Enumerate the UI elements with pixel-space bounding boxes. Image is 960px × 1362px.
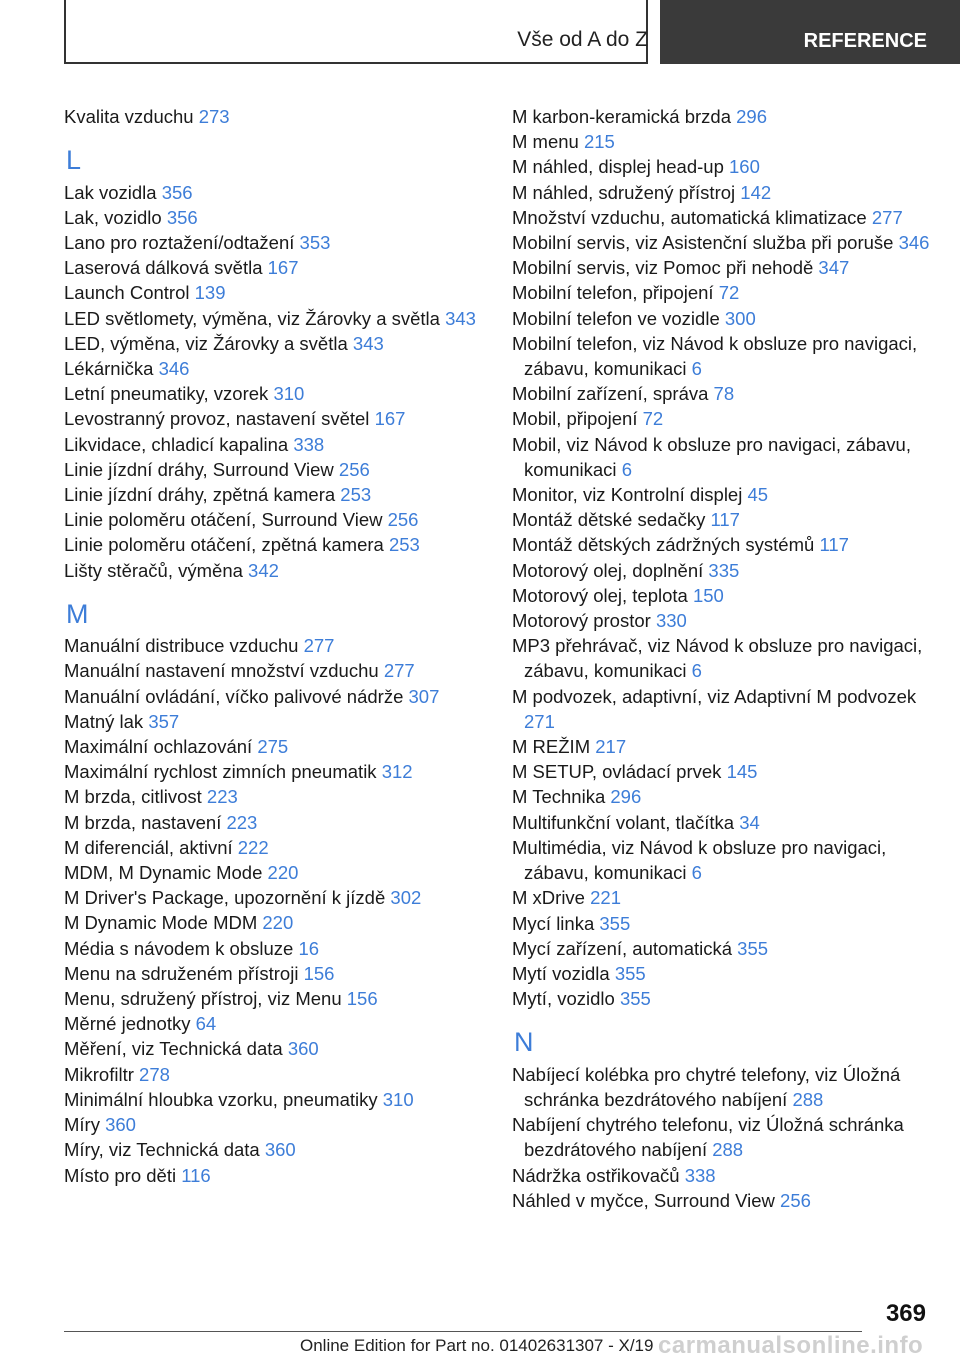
index-letter-heading: N [514,1027,534,1058]
index-entry [512,1112,932,1162]
page-link[interactable]: 360 [287,1038,319,1060]
index-entry [512,734,932,759]
index-entry [512,180,932,205]
page-link[interactable]: 278 [139,1063,170,1085]
index-entry-text: Míry, viz Technická data [64,1139,260,1161]
page-link[interactable]: 223 [226,811,258,833]
index-entry [64,734,484,759]
page-link[interactable]: 353 [299,232,331,253]
page-link[interactable]: 253 [388,534,420,556]
index-entry-text: M SETUP, ovládací prvek [512,761,722,783]
index-entry [512,936,932,961]
index-entry-text: Manuální ovládání, víčko palivové nádrže [64,685,404,707]
page-link[interactable]: 156 [303,962,335,984]
index-entry [512,810,932,835]
page-link[interactable]: 116 [181,1164,211,1186]
page-link[interactable]: 335 [708,559,740,581]
index-entry [64,835,484,860]
index-column-left [64,104,484,1188]
index-entry [512,280,932,305]
index-entry-text: Manuální nastavení množství vzduchu [64,660,379,682]
index-entry-text: Nádržka ostřikovačů [512,1164,680,1186]
index-entry [64,885,484,910]
page-link[interactable]: 288 [712,1139,744,1161]
index-entry-text: Linie poloměru otáčení, zpětná kamera [64,534,384,556]
page-link[interactable]: 117 [710,509,740,531]
page-link[interactable]: 288 [792,1088,824,1110]
index-entry [512,532,932,557]
index-entry [512,331,932,381]
index-entry-text: Mobil, připojení [512,408,638,430]
page-link[interactable]: 6 [691,862,702,884]
index-entry [64,936,484,961]
index-entry [512,633,932,683]
index-entry-text: Lišty stěračů, výměna [64,559,243,581]
page-link[interactable]: 338 [293,433,325,455]
index-entry-text: Náhled v myčce, Surround View [512,1189,775,1211]
index-entry [512,104,932,129]
index-entry-text: M xDrive [512,887,585,909]
page-link[interactable]: 355 [619,988,651,1010]
index-entry-text: M brzda, nastavení [64,811,222,833]
index-entry [512,381,932,406]
page-link[interactable]: 150 [692,584,724,606]
index-entry [64,457,484,482]
index-entry-text: Multifunkční volant, tlačítka [512,811,735,833]
index-entry-text: Mobilní zařízení, správa [512,383,709,405]
index-entry-text: M Dynamic Mode MDM [64,912,258,934]
index-entry-text: Motorový olej, teplota [512,584,688,606]
index-entry-text: Lak, vozidlo [64,206,162,228]
page-link[interactable]: 45 [747,484,769,506]
page-link[interactable]: 6 [621,458,632,480]
index-letter-heading: M [66,598,89,629]
index-entry-text: Místo pro děti [64,1164,177,1186]
index-entry-text: Letní pneumatiky, vzorek [64,383,269,405]
index-entry-text: MDM, M Dynamic Mode [64,862,263,884]
page-link[interactable]: 167 [267,257,299,279]
index-entry [64,507,484,532]
index-entry [512,1062,932,1112]
index-entry [64,180,484,205]
page-link[interactable]: 360 [264,1139,296,1161]
index-entry-text: Lak vozidla [64,181,157,203]
index-entry [512,885,932,910]
index-entry [64,558,484,583]
index-entry-text: Maximální ochlazování [64,736,253,758]
index-entry [512,154,932,179]
page-link[interactable]: 356 [166,206,198,228]
index-entry [64,658,484,683]
index-entry-text: Menu na sdruženém přístroji [64,962,299,984]
index-column-right [512,104,932,1213]
index-entry-text: Množství vzduchu, automatická klimatizace [512,206,867,228]
index-entry [64,961,484,986]
index-entry [64,280,484,305]
index-entry-text: LED světlomety, výměna, viz Žárovky a světla [64,307,440,329]
index-entry [512,306,932,331]
index-entry [64,205,484,230]
index-entry-text: Monitor, viz Kontrolní displej [512,484,743,506]
index-entry [512,507,932,532]
page-link[interactable]: 139 [194,282,226,304]
reference-tab[interactable]: REFERENCE [660,0,960,64]
page-link[interactable]: 296 [736,106,768,127]
index-entry-text: Maximální rychlost zimních pneumatik [64,761,377,783]
page-link[interactable]: 277 [871,206,903,228]
index-entry-text: Manuální distribuce vzduchu [64,635,299,657]
index-entry [512,230,932,255]
index-entry-text: Montáž dětských zádržných systémů [512,534,815,556]
index-entry [64,684,484,709]
index-entry [64,860,484,885]
index-entry-text: Mycí linka [512,912,595,934]
index-entry [512,406,932,431]
index-entry [512,1188,932,1213]
index-entry-text: Kvalita vzduchu [64,106,194,127]
index-entry [64,1112,484,1137]
index-entry-text: M brzda, citlivost [64,786,202,808]
index-entry-text: Levostranný provoz, nastavení světel [64,408,370,430]
index-entry-text: Mobil, viz Návod k obsluze pro navigaci, zábavu, komunikaci [512,433,911,480]
index-entry-text: Motorový prostor [512,610,651,632]
index-entry [64,406,484,431]
page-link[interactable]: 167 [374,408,406,430]
index-entry-text: Linie poloměru otáčení, Surround View [64,509,383,531]
page-link[interactable]: 253 [340,484,372,506]
page-link[interactable]: 160 [729,156,760,178]
index-entry-text: MP3 přehrávač, viz Návod k obsluze pro navigaci, zábavu, komunikaci [512,635,923,682]
index-entry-text: Míry [64,1114,100,1136]
page-link[interactable]: 343 [352,332,384,354]
index-entry-text: Nabíjení chytrého telefonu, viz Úložná schránka bezdrátového nabíjení [512,1114,904,1161]
index-entry [512,583,932,608]
index-entry-text: Mytí vozidla [512,962,610,984]
page-link[interactable]: 310 [382,1088,414,1110]
index-entry-text: Mobilní servis, viz Pomoc při nehodě [512,257,814,279]
index-entry-text: M menu [512,131,579,153]
index-entry [64,532,484,557]
page-link[interactable]: 342 [248,559,279,581]
page-link[interactable]: 307 [408,685,440,707]
page-link[interactable]: 156 [346,988,378,1010]
index-entry [64,1011,484,1036]
index-entry-text: Měření, viz Technická data [64,1038,283,1060]
page-link[interactable]: 222 [237,836,269,858]
index-entry-text: Matný lak [64,710,144,732]
page-link[interactable]: 347 [818,257,850,279]
index-entry [64,709,484,734]
page-link[interactable]: 142 [740,181,772,203]
index-entry [64,306,484,331]
watermark-logo: carmanualsonline.info [658,1332,924,1359]
page-link[interactable]: 78 [713,383,735,405]
page-link[interactable]: 34 [739,811,760,833]
index-entry-text: Mobilní servis, viz Asistenční služba při poruše [512,232,894,254]
index-entry [512,986,932,1011]
page-link[interactable]: 215 [583,131,615,153]
page-link[interactable]: 330 [655,610,687,632]
page-link[interactable]: 360 [105,1114,136,1136]
page-link[interactable]: 355 [599,912,631,934]
index-entry-text: Linie jízdní dráhy, Surround View [64,458,334,480]
page-link[interactable]: 346 [158,358,190,380]
page-link[interactable]: 356 [161,181,193,203]
index-entry-text: M podvozek, adaptivní, viz Adaptivní M podvozek [512,685,917,707]
page-link[interactable]: 16 [298,937,320,959]
page-link[interactable]: 220 [267,862,299,884]
page-link[interactable]: 310 [273,383,305,405]
page-link[interactable]: 355 [614,962,646,984]
section-title: Vše od A do Z [517,28,648,51]
page-link[interactable]: 72 [718,282,740,304]
index-entry [512,784,932,809]
page-link[interactable]: 223 [206,786,238,808]
page-link[interactable]: 346 [898,232,930,254]
index-entry-text: M náhled, sdružený přístroj [512,181,736,203]
index-entry-text: Nabíjecí kolébka pro chytré telefony, viz Úložná schránka bezdrátového nabíjení [512,1063,901,1110]
index-entry [64,910,484,935]
page-link[interactable]: 72 [642,408,664,430]
index-entry-text: M Driver's Package, upozornění k jízdě [64,887,386,909]
page-link[interactable]: 271 [524,710,555,732]
index-entry [64,986,484,1011]
page-link[interactable]: 357 [148,710,180,732]
index-entry-text: Linie jízdní dráhy, zpětná kamera [64,484,336,506]
index-entry-text: Média s návodem k obsluze [64,937,294,959]
page-link[interactable]: 221 [590,887,621,909]
index-entry [64,1062,484,1087]
index-entry [64,1137,484,1162]
page-link[interactable]: 302 [390,887,422,909]
page-link[interactable]: 312 [381,761,413,783]
page-link[interactable]: 256 [780,1189,811,1211]
index-entry [64,104,484,129]
index-entry [64,255,484,280]
index-entry [64,482,484,507]
index-entry [64,331,484,356]
index-entry [512,961,932,986]
index-entry-text: M diferenciál, aktivní [64,836,233,858]
page-link[interactable]: 145 [726,761,758,783]
index-entry-text: Mikrofiltr [64,1063,134,1085]
edition-text: Online Edition for Part no. 01402631307 - X/19 [300,1336,654,1355]
index-entry [512,608,932,633]
index-entry [512,432,932,482]
index-entry-text: Mobilní telefon ve vozidle [512,307,720,329]
page-link[interactable]: 256 [387,509,419,531]
index-entry [64,1036,484,1061]
index-entry-text: Lano pro roztažení/odtažení [64,232,295,253]
page-link[interactable]: 355 [737,937,769,959]
page-number: 369 [885,1300,926,1327]
index-entry [64,432,484,457]
index-entry [512,759,932,784]
index-entry-text: Lékárnička [64,358,154,380]
index-entry-text: Minimální hloubka vzorku, pneumatiky [64,1088,378,1110]
index-entry-text: Multimédia, viz Návod k obsluze pro navigaci, zábavu, komunikaci [512,836,887,884]
index-entry [512,129,932,154]
index-entry-text: Mytí, vozidlo [512,988,615,1010]
index-entry [64,1087,484,1112]
index-entry [512,255,932,280]
index-entry-text: Mobilní telefon, viz Návod k obsluze pro navigaci, zábavu, komunikaci [512,332,918,380]
index-entry-text: M náhled, displej head-up [512,156,724,178]
index-entry-text: M Technika [512,786,606,808]
index-entry [64,230,484,255]
page-link[interactable]: 300 [724,307,756,329]
index-entry [512,911,932,936]
index-entry-text: Launch Control [64,282,190,304]
page-link[interactable]: 275 [257,736,289,758]
page-link[interactable]: 217 [595,736,627,758]
page-link[interactable]: 64 [195,1013,217,1035]
index-entry-text: Menu, sdružený přístroj, viz Menu [64,988,342,1010]
page-link[interactable]: 6 [691,660,702,682]
index-entry-text: Měrné jednotky [64,1013,191,1035]
index-entry [512,835,932,885]
page-link[interactable]: 6 [691,358,702,380]
index-letter-heading: L [66,145,82,176]
index-entry-text: Montáž dětské sedačky [512,509,706,531]
page-link[interactable]: 277 [303,635,335,657]
index-entry [64,810,484,835]
index-entry-text: Likvidace, chladicí kapalina [64,433,289,455]
page-link[interactable]: 117 [819,534,849,556]
index-entry-text: M karbon-keramická brzda [512,106,731,127]
index-entry-text: Motorový olej, doplnění [512,559,704,581]
page-link[interactable]: 256 [338,458,370,480]
page-link[interactable]: 296 [610,786,642,808]
index-entry [512,205,932,230]
page-link[interactable]: 277 [383,660,415,682]
page-link[interactable]: 343 [445,307,476,329]
index-entry-text: Mobilní telefon, připojení [512,282,714,304]
index-entry [512,558,932,583]
index-entry-text: LED, výměna, viz Žárovky a světla [64,332,348,354]
index-entry [512,684,932,734]
index-entry-text: M REŽIM [512,736,591,758]
index-entry [64,356,484,381]
index-entry [64,381,484,406]
page-link[interactable]: 273 [198,106,230,127]
index-entry-text: Laserová dálková světla [64,257,263,279]
index-entry [64,759,484,784]
page-link[interactable]: 220 [262,912,294,934]
page-link[interactable]: 338 [684,1164,716,1186]
index-entry [64,1163,484,1188]
index-entry [64,633,484,658]
index-entry [512,482,932,507]
index-entry-text: Mycí zařízení, automatická [512,937,733,959]
index-entry [512,1163,932,1188]
index-entry [64,784,484,809]
